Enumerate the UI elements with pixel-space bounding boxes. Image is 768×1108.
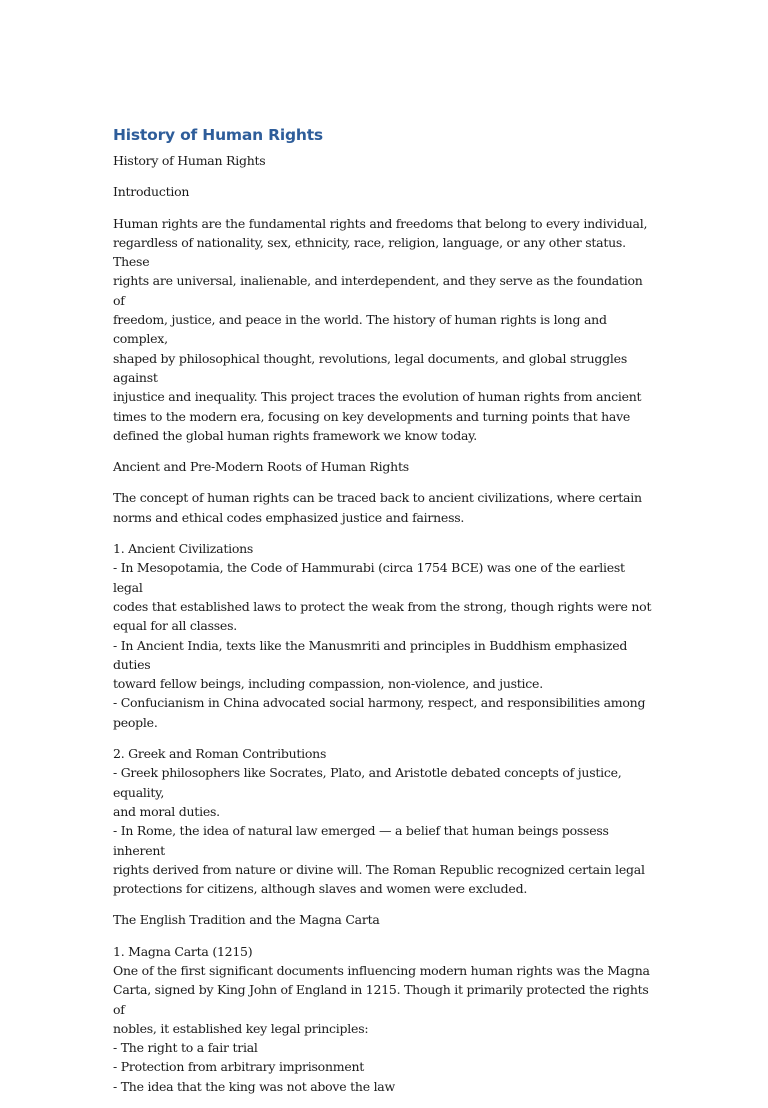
paragraph (113, 214, 653, 446)
paragraph (113, 151, 653, 170)
text-line: The English Tradition and the Magna Carta (113, 912, 380, 928)
text-line: Ancient and Pre-Modern Roots of Human Rights (113, 459, 409, 475)
text-line: - Protection from arbitrary imprisonment (113, 1059, 365, 1075)
paragraph (113, 539, 653, 732)
text-line: protections for citizens, although slaves and women were excluded. (113, 881, 528, 897)
text-line: shaped by philosophical thought, revolutions, legal documents, and global struggles against (113, 350, 627, 385)
text-line: and moral duties. (113, 803, 220, 819)
text-line: people. (113, 714, 158, 730)
paragraph (113, 942, 653, 1096)
document-heading: History of Human Rights (113, 126, 323, 144)
text-line: - Confucianism in China advocated social harmony, respect, and responsibilities among (113, 695, 646, 711)
document-body (113, 151, 653, 1096)
text-line: freedom, justice, and peace in the world. The history of human rights is long and complex, (113, 312, 607, 347)
text-line: regardless of nationality, sex, ethnicity, race, religion, language, or any other status. These (113, 234, 626, 270)
text-line: - The idea that the king was not above the law (113, 1078, 395, 1094)
text-line: - Greek philosophers like Socrates, Plato, and Aristotle debated concepts of justice, equality, (113, 765, 622, 800)
text-line: defined the global human rights framework we know today. (113, 427, 478, 443)
text-line: Carta, signed by King John of England in 1215. Though it primarily protected the rights of (113, 982, 649, 1017)
text-line: Introduction (113, 184, 190, 200)
text-line: - The right to a fair trial (113, 1040, 258, 1056)
text-line: The concept of human rights can be traced back to ancient civilizations, where certain (113, 490, 642, 506)
text-line: codes that established laws to protect the weak from the strong, though rights were not (113, 598, 652, 614)
text-line: 1. Magna Carta (1215) (113, 943, 253, 959)
text-line: One of the first significant documents influencing modern human rights was the Magna (113, 962, 650, 978)
text-line: 2. Greek and Roman Contributions (113, 746, 327, 762)
text-line: - In Ancient India, texts like the Manusmriti and principles in Buddhism emphasized duties (113, 637, 628, 672)
text-line: rights are universal, inalienable, and interdependent, and they serve as the foundation of (113, 273, 643, 308)
text-line: - In Mesopotamia, the Code of Hammurabi (circa 1754 BCE) was one of the earliest legal (113, 560, 625, 595)
text-line: Human rights are the fundamental rights and freedoms that belong to every individual, (113, 215, 648, 231)
paragraph (113, 744, 653, 898)
paragraph (113, 488, 653, 527)
text-line: History of Human Rights (113, 153, 266, 168)
text-line: 1. Ancient Civilizations (113, 541, 254, 557)
document-page (113, 124, 653, 1108)
text-line: equal for all classes. (113, 618, 237, 634)
paragraph (113, 182, 653, 201)
text-line: - In Rome, the idea of natural law emerged — a belief that human beings possess inherent (113, 823, 609, 858)
text-line: times to the modern era, focusing on key developments and turning points that have (113, 408, 631, 424)
paragraph (113, 457, 653, 476)
text-line: toward fellow beings, including compassion, non-violence, and justice. (113, 676, 543, 692)
text-line: nobles, it established key legal principles: (113, 1020, 369, 1036)
paragraph (113, 910, 653, 929)
text-line: injustice and inequality. This project traces the evolution of human rights from ancient (113, 389, 642, 405)
text-line: rights derived from nature or divine will. The Roman Republic recognized certain legal (113, 861, 645, 877)
text-line: norms and ethical codes emphasized justice and fairness. (113, 509, 465, 525)
